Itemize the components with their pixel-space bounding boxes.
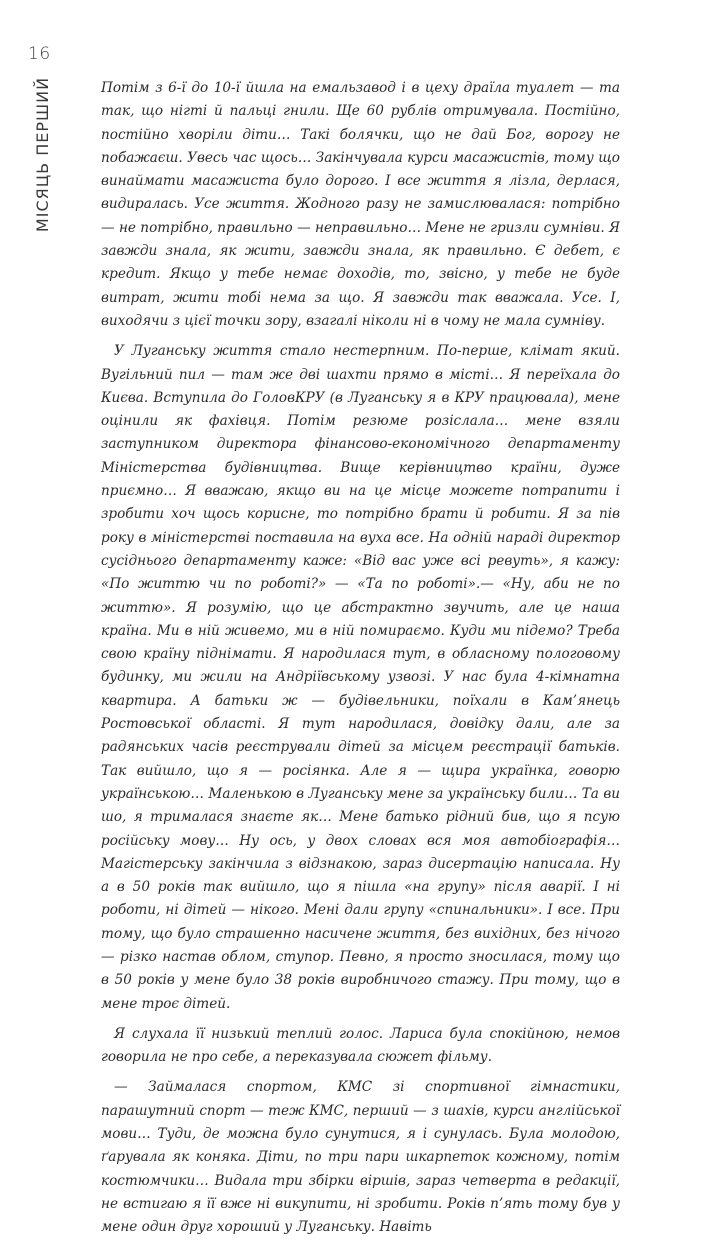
paragraph-2: У Луганську життя стало нестерпним. По-перше, клімат який. Вугільний пил — там же дві шахти прямо в місті… Я переїхала до Києва. Вступила до ГоловКРУ (в Луганську я в КРУ працювала), мене оцінили як фахівця. Потім резюме розіслала… мене взяли заступником директора фінансово-економічного департаменту Міністерства будівництва. Вище керівництво країни, дуже приємно… Я вважаю, якщо ви на це місце можете потрапити і зробити хоч щось корисне, то потрібно брати й робити. Я за пів року в міністерстві поставила на вуха все. На одній нараді директор сусіднього департаменту каже: «Від вас уже всі ревуть», я кажу: «По життю чи по роботі?» — «Та по роботі».— «Ну, аби не по життю». Я розумію, що це абстрактно звучить, але це наша країна. Ми в ній живемо, ми в ній помираємо. Куди ми підемо? Треба свою країну піднімати. Я народилася тут, в обласному пологовому будинку, ми жили на Андріївському узвозі. У нас була 4-кімнатна квартира. А батьки ж — будівельники, поїхали в Кам’янець Ростовської області. Я тут народилася, довідку дали, але за радянських часів реєстрували дітей за місцем реєстрації батьків. Так вийшло, що я — росіянка. Але я — щира українка, говорю українською… Маленькою в Луганську мене за українську били… Та ви шо, я трималася знаєте як… Мене батько рідний бив, що я псую російську мову… Ну ось, у двох словах вся моя автобіографія… Магістерську закінчила з відзнакою, зараз дисертацію написала. Ну а в 50 років так вийшло, що я пішла «на групу» після аварії. І ні роботи, ні дітей — нікого. Мені дали групу «спинальники». І все. При тому, що було страшенно насичене життя, без вихідних, без нічого — різко настав облом, ступор. Певно, я просто зносилася, тому що в 50 років у мене було 38 років виробничого стажу. При тому, що в мене троє дітей. [101,343,620,1012]
page-number: 16 [28,44,51,64]
running-head-text: МІСЯЦЬ ПЕРШИЙ [33,76,53,232]
running-head [31,76,55,232]
paragraph-3: Я слухала її низький теплий голос. Лариса була спокійною, немов говорила не про себе, а переказувала сюжет фільму. [101,1025,620,1066]
paragraph-4: — Займалася спортом, КМС зі спортивної гімнастики, парашутний спорт — теж КМС, перший — з шахів, курси англійської мови… Туди, де можна було сунутися, я і сунулась. Була молодою, ґарувала як коняка. Діти, по три пари шкарпеток кожному, потім костюмчики… Видала три збірки віршів, зараз четверта в редакції, не встигаю я її вже ні викупити, ні зробити. Років п’ять тому був у мене один друг хороший у Луганську. Навіть [101,1079,620,1236]
body-text [101,77,620,1247]
paragraph-1: Потім з 6-ї до 10-ї йшла на емальзавод і в цеху драїла туалет — та так, що нігті й пальці гнили. Ще 60 рублів отримувала. Постійно, постійно хворіли діти… Такі болячки, що не дай Бог, ворогу не побажаєш. Увесь час щось… Закінчувала курси масажистів, тому що винаймати масажиста було дорого. І все життя я лізла, дерлася, видиралась. Усе життя. Жодного разу не замислювалася: потрібно — не потрібно, правильно — неправильно… Мене не гризли сумніви. Я завжди знала, як жити, завжди знала, як правильно. Є дебет, є кредит. Якщо у тебе немає доходів, то, звісно, у тебе не буде витрат, жити тобі нема за що. Я завжди так вважала. Усе. І, виходячи з цієї точки зору, взагалі ніколи ні в чому не мала сумніву. [101,80,620,329]
